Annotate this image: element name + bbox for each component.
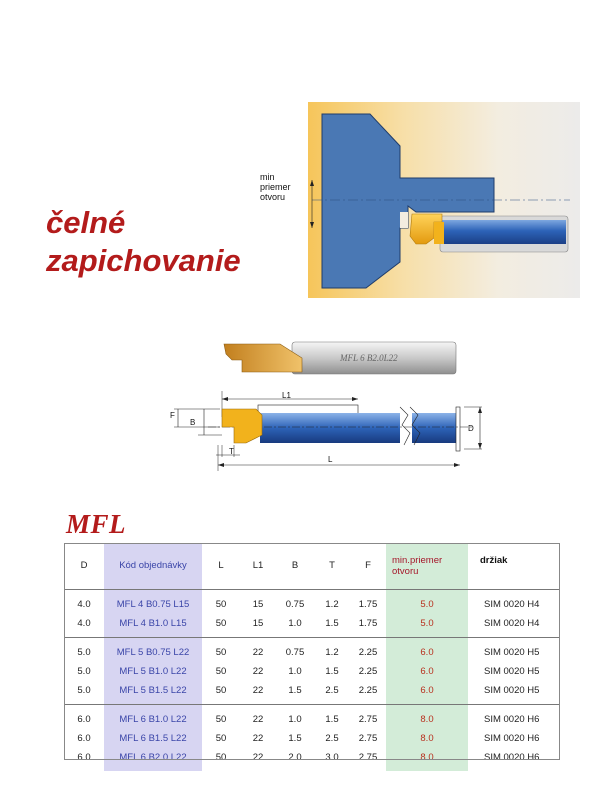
cell-hole: 6.0 <box>386 681 468 704</box>
title-line-2: zapichovanie <box>46 243 241 278</box>
cell-b: 1.5 <box>288 733 302 744</box>
cell-code: MFL 6 B1.5 L22 <box>104 729 202 748</box>
cell-hole: 8.0 <box>386 704 468 729</box>
cell-holder: SIM 0020 H6 <box>484 752 540 763</box>
cell-l: 50 <box>215 752 227 763</box>
cell-l: 50 <box>202 681 240 704</box>
cell-t: 2.5 <box>314 681 350 704</box>
label-line-priemer: priemer <box>260 182 291 192</box>
cell-code: MFL 6 B2.0 L22 <box>104 748 202 771</box>
cell-f: 2.75 <box>358 714 378 726</box>
cell-f: 2.25 <box>358 666 378 677</box>
cell-l1: 22 <box>252 714 264 726</box>
cell-code: MFL 5 B1.5 L22 <box>104 681 202 704</box>
cell-b: 1.5 <box>276 681 314 704</box>
table-row <box>64 681 560 704</box>
cell-t: 2.5 <box>325 733 339 744</box>
cell-t: 1.5 <box>325 714 339 726</box>
page-title <box>46 204 241 280</box>
cell-d: 4.0 <box>64 614 104 637</box>
cell-f: 1.75 <box>350 614 386 637</box>
label-line-min: min <box>260 172 275 182</box>
cell-holder: SIM 0020 H5 <box>484 666 540 677</box>
table-body <box>64 589 560 771</box>
cell-hole: 8.0 <box>386 729 468 748</box>
cell-f: 2.25 <box>350 681 386 704</box>
cell-holder: SIM 0020 H5 <box>484 647 540 659</box>
cell-t: 3.0 <box>325 752 339 763</box>
tool-marking: MFL 6 B2.0L22 <box>340 353 398 363</box>
table-row <box>64 704 560 729</box>
header-f: F <box>350 543 386 589</box>
cell-holder: SIM 0020 H6 <box>484 733 540 744</box>
cell-b: 0.75 <box>285 647 305 659</box>
cell-hole: 6.0 <box>386 662 468 681</box>
cell-b: 2.0 <box>288 752 302 763</box>
cell-l1: 15 <box>252 599 264 611</box>
table-row <box>64 637 560 662</box>
cell-code: MFL 6 B1.0 L22 <box>104 704 202 729</box>
cell-hole: 5.0 <box>386 614 468 637</box>
cell-b: 1.0 <box>288 714 302 726</box>
product-name: MFL <box>66 509 127 539</box>
header-l1: L1 <box>240 543 276 589</box>
table-row <box>64 614 560 637</box>
cell-l: 50 <box>215 733 227 744</box>
cell-l: 50 <box>215 599 227 611</box>
cell-l1: 15 <box>240 614 276 637</box>
cell-holder: SIM 0020 H6 <box>484 714 540 726</box>
cell-d: 5.0 <box>77 666 91 677</box>
cell-t: 1.2 <box>325 647 339 659</box>
table-row <box>64 662 560 681</box>
cell-hole: 5.0 <box>386 589 468 614</box>
label-line-otvoru: otvoru <box>260 192 286 202</box>
min-bore-diameter-label <box>260 172 291 202</box>
cell-code: MFL 4 B0.75 L15 <box>104 589 202 614</box>
cell-f: 2.75 <box>358 733 378 744</box>
cell-code: MFL 4 B1.0 L15 <box>104 614 202 637</box>
header-min-hole-text: min.priemer otvoru <box>392 554 443 577</box>
cell-l1: 22 <box>252 752 264 763</box>
spec-table <box>64 543 560 771</box>
cell-d: 6.0 <box>77 752 91 763</box>
cell-l: 50 <box>202 614 240 637</box>
dim-l-label: L <box>328 455 333 464</box>
table-row <box>64 729 560 748</box>
cell-f: 2.25 <box>358 647 378 659</box>
cell-d: 4.0 <box>77 599 91 611</box>
header-b: B <box>276 543 314 589</box>
cell-d: 5.0 <box>64 681 104 704</box>
cell-f: 2.75 <box>358 752 378 763</box>
cell-d: 6.0 <box>77 733 91 744</box>
cell-t: 1.2 <box>325 599 339 611</box>
cell-l: 50 <box>215 714 227 726</box>
cell-hole: 6.0 <box>386 637 468 662</box>
header-holder: držiak <box>468 543 560 589</box>
face-grooving-illustration <box>308 102 580 298</box>
cell-holder: SIM 0020 H4 <box>468 614 560 637</box>
header-t: T <box>314 543 350 589</box>
dim-b-label: B <box>190 418 196 427</box>
title-line-1: čelné <box>46 205 126 240</box>
cell-d: 5.0 <box>77 647 91 659</box>
header-min-hole <box>386 543 468 589</box>
table-header-row <box>64 543 560 589</box>
tool-photo <box>222 336 460 380</box>
cell-l1: 22 <box>252 733 264 744</box>
cell-l1: 22 <box>252 647 264 659</box>
cell-code: MFL 5 B1.0 L22 <box>104 662 202 681</box>
cell-d: 6.0 <box>77 714 91 726</box>
header-l: L <box>202 543 240 589</box>
dim-f-label: F <box>170 411 175 420</box>
header-d: D <box>64 543 104 589</box>
cell-l1: 22 <box>252 666 264 677</box>
cell-b: 1.0 <box>276 614 314 637</box>
dim-l1-label: L1 <box>282 391 291 400</box>
cell-t: 1.5 <box>325 666 339 677</box>
cell-code: MFL 5 B0.75 L22 <box>104 637 202 662</box>
cell-f: 1.75 <box>358 599 378 611</box>
cell-holder: SIM 0020 H4 <box>484 599 540 611</box>
cell-hole: 8.0 <box>386 748 468 771</box>
header-code: Kód objednávky <box>104 543 202 589</box>
cell-t: 1.5 <box>314 614 350 637</box>
cell-l1: 22 <box>240 681 276 704</box>
dim-d-label: D <box>468 424 474 433</box>
cell-l: 50 <box>215 666 227 677</box>
dim-t-label: T <box>229 447 234 456</box>
cell-holder: SIM 0020 H5 <box>468 681 560 704</box>
table-row <box>64 748 560 771</box>
cell-b: 1.0 <box>288 666 302 677</box>
table-row <box>64 589 560 614</box>
cell-b: 0.75 <box>285 599 305 611</box>
cell-l: 50 <box>215 647 227 659</box>
